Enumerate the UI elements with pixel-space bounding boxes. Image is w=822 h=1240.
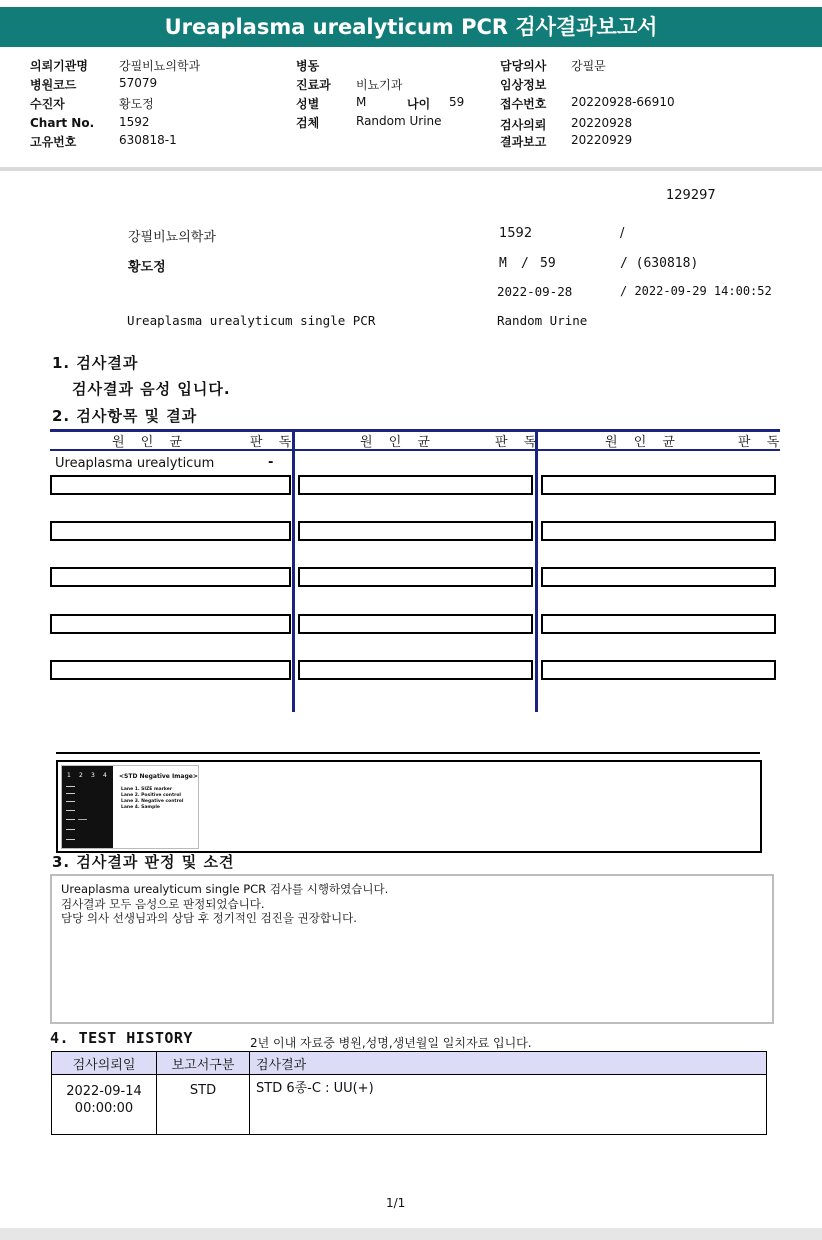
grid-column-divider: [292, 429, 295, 712]
header-label-request-date: 검사의뢰: [500, 118, 547, 132]
result-box: [50, 614, 291, 634]
header-label-report-date: 결과보고: [500, 135, 547, 149]
gel-lane-number: 1: [67, 772, 71, 779]
header-value-receipt-no: 20220928-66910: [571, 95, 675, 109]
header-value-unique-no: 630818-1: [119, 133, 177, 147]
gel-caption-title: <STD Negative Image>: [119, 773, 198, 780]
info-separator: /: [521, 256, 529, 271]
col-header-organism: 원 인 균: [112, 435, 188, 450]
col-header-organism: 원 인 균: [605, 435, 681, 450]
result-box: [50, 660, 291, 680]
result-box: [298, 660, 533, 680]
section2-title: 2. 검사항목 및 결과: [52, 407, 198, 425]
header-value-specimen: Random Urine: [356, 114, 442, 128]
info-patient-name: 황도정: [128, 260, 166, 275]
header-label-patient: 수진자: [30, 97, 65, 111]
header-value-department: 비뇨기과: [356, 78, 403, 92]
info-birth: / (630818): [620, 256, 699, 271]
history-type: STD: [157, 1075, 250, 1135]
header-label-ward: 병동: [296, 59, 320, 73]
comment-box: [50, 874, 774, 1024]
info-sex: M: [499, 256, 507, 271]
info-reported-datetime: / 2022-09-29 14:00:52: [620, 284, 772, 298]
history-header-row: [52, 1052, 767, 1075]
header-value-patient: 황도정: [119, 97, 154, 111]
comment-text: [61, 882, 388, 926]
result-box: [541, 521, 776, 541]
page-bottom-strip: [0, 1228, 822, 1240]
comment-line: 검사결과 모두 음성으로 판정되었습니다.: [61, 896, 265, 911]
info-hospital: 강필비뇨의학과: [128, 230, 216, 245]
section1-title: 1. 검사결과: [52, 354, 139, 372]
info-test-name: Ureaplasma urealyticum single PCR: [127, 313, 376, 328]
gel-lane-number: 3: [91, 772, 95, 779]
gel-band: [66, 801, 75, 802]
info-chart-no: 1592: [499, 226, 533, 241]
col-header-judgment: 판 독: [495, 435, 543, 450]
header-label-unique-no: 고유번호: [30, 135, 77, 149]
section1-summary: 검사결과 음성 입니다.: [72, 380, 231, 398]
history-row: [52, 1075, 767, 1135]
report-title: Ureaplasma urealyticum PCR 검사결과보고서: [0, 7, 822, 47]
col-header-judgment: 판 독: [738, 435, 786, 450]
history-date: 2022-09-14: [66, 1084, 142, 1099]
header-label-hospital-code: 병원코드: [30, 78, 77, 92]
col-header-judgment: 판 독: [250, 435, 298, 450]
result-box: [541, 660, 776, 680]
header-value-chart-no: 1592: [119, 115, 150, 129]
info-code: 129297: [666, 188, 716, 203]
result-box: [50, 567, 291, 587]
gel-band: [66, 839, 75, 840]
history-time: 00:00:00: [74, 1101, 134, 1116]
header-label-sex: 성별: [296, 97, 320, 111]
gel-lane-number: 4: [103, 772, 107, 779]
gel-band: [66, 829, 75, 830]
gel-legend-line: Lane 4. Sample: [121, 805, 160, 810]
result-box: [541, 567, 776, 587]
header-value-sex: M: [356, 95, 367, 109]
header-label-specimen: 검체: [296, 116, 320, 130]
result-box: [541, 614, 776, 634]
gel-legend-line: Lane 2. Positive control: [121, 793, 181, 798]
gel-image: [61, 765, 199, 849]
header-label-doctor: 담당의사: [500, 59, 547, 73]
info-slash: /: [620, 226, 625, 241]
result-organism: Ureaplasma urealyticum: [55, 456, 215, 471]
result-box: [298, 521, 533, 541]
result-box: [50, 475, 291, 495]
header-label-department: 진료과: [296, 78, 331, 92]
gel-lane-number: 2: [79, 772, 83, 779]
header-divider: [0, 167, 822, 171]
gel-legend-line: Lane 1. SIZE marker: [121, 787, 173, 792]
gel-band: [78, 819, 87, 820]
header-label-age: 나이: [407, 97, 431, 111]
section4-title: 4. TEST HISTORY: [50, 1029, 193, 1047]
header-value-hospital: 강필비뇨의학과: [119, 59, 201, 73]
history-col-date: 검사의뢰일: [52, 1052, 157, 1075]
gel-top-rule: [56, 752, 760, 754]
result-box: [298, 567, 533, 587]
section3-title: 3. 검사결과 판정 및 소견: [52, 853, 235, 871]
history-cell-date: [52, 1075, 157, 1135]
history-table: [51, 1051, 767, 1135]
gel-band: [66, 810, 75, 811]
col-header-organism: 원 인 균: [360, 435, 436, 450]
header-value-request-date: 20220928: [571, 116, 633, 130]
header-value-age: 59: [449, 95, 465, 109]
info-age: 59: [540, 256, 556, 271]
comment-line: 담당 의사 선생님과의 상담 후 정기적인 검진을 권장합니다.: [61, 911, 357, 925]
header-label-chart-no: Chart No.: [30, 116, 95, 130]
result-box: [298, 475, 533, 495]
history-result: STD 6종-C : UU(+): [250, 1075, 767, 1135]
history-col-result: 검사결과: [250, 1052, 767, 1075]
result-box: [541, 475, 776, 495]
page-number: 1/1: [386, 1196, 406, 1210]
result-judgment: -: [268, 455, 274, 470]
header-label-receipt-no: 접수번호: [500, 97, 547, 111]
header-value-report-date: 20220929: [571, 133, 633, 147]
header-label-clinical-info: 임상정보: [500, 78, 547, 92]
history-col-type: 보고서구분: [157, 1052, 250, 1075]
history-note: 2년 이내 자료중 병원,성명,생년월일 일치자료 입니다.: [250, 1036, 532, 1050]
header-value-doctor: 강필문: [571, 59, 606, 73]
header-value-hospital-code: 57079: [119, 76, 158, 90]
info-received-date: 2022-09-28: [497, 284, 573, 299]
gel-photo: [62, 766, 113, 848]
header-label-hospital: 의뢰기관명: [30, 59, 88, 73]
gel-legend-line: Lane 3. Negative control: [121, 799, 184, 804]
gel-band: [66, 793, 75, 794]
info-specimen: Random Urine: [497, 313, 588, 328]
gel-band: [66, 819, 75, 820]
gel-band: [66, 786, 75, 787]
result-box: [50, 521, 291, 541]
grid-column-divider: [535, 429, 538, 712]
comment-line: Ureaplasma urealyticum single PCR 검사를 시행하였습니다.: [61, 882, 389, 896]
result-box: [298, 614, 533, 634]
